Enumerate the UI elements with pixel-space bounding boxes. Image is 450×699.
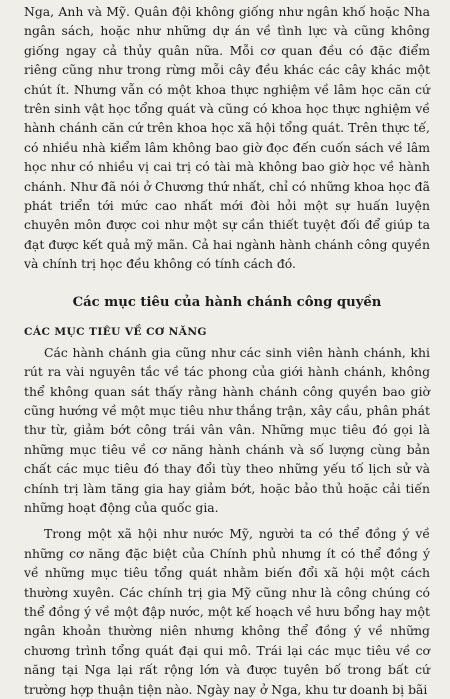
section-heading: Các mục tiêu của hành chánh công quyền bbox=[72, 294, 382, 310]
paragraph-gap bbox=[24, 517, 430, 524]
paragraph-3: Trong một xã hội như nước Mỹ, người ta có thể đồng ý về những cơ năng đặc biệt của Chính phủ nhưng ít có thể đồng ý về những mục tiêu tổng quát nhằm biến đổi xã hội một cách thường xuyên. Các chính trị gia Mỹ cũng như là công chúng có thể đồng ý về một đập nước, một kế hoạch về hưu bổng hay một ngân khoản thường niên nhưng không thể đồng ý về những chương trình tổng quát đại qui mô. Trái lại các mục tiêu về cơ năng tại Nga lại rất rộng lớn và được tuyên bố trong bất cứ trường hợp thuận tiện nào. Ngày nay ở Nga, khu tư doanh bị bãi bbox=[24, 526, 430, 697]
paragraph-1: Nga, Anh và Mỹ. Quân đội không giống như ngân khố hoặc Nha ngân sách, hoặc như những dự án về tình lực và cũng không giống ngay cả thủy quân nữa. Mỗi cơ quan đều có đặc điểm riêng cũng như trong rừng mỗi cây đều khác các cây khác một chút ít. Nhưng vẫn có một khoa thực nghiệm về lâm học căn cứ trên sinh vật học tổng quát và cũng có khoa học thực nghiệm về hành chánh căn cứ trên khoa học xã hội tổng quát. Trên thực tế, có nhiều nhà kiểm lâm không bao giờ đọc đến cuốn sách về lâm học như có nhiều vị cai trị có tài mà không bao giờ học về hành chánh. Như đã nói ở Chương thứ nhất, chỉ có những khoa học đã phát triển tới mức cao nhất mới đòi hỏi một sự huấn luyện chuyên môn được coi như một sự cần thiết tuyệt đối để giúp ta đạt được kết quả mỹ mãn. Cả hai ngành hành chánh công quyền và chính trị học đều không có tính cách đó. bbox=[24, 4, 430, 272]
paragraph-2: Các hành chánh gia cũng như các sinh viên hành chánh, khi rút ra vài nguyên tắc về tác phong của giới hành chánh, không thể không quan sát thấy rằng hành chánh công quyền bao giờ cũng hướng về một mục tiêu như thắng trận, xây cầu, phân phát thư từ, giảm bớt công trái vân vân. Những mục tiêu đó gọi là những mục tiêu về cơ năng hành chánh và số lượng cùng bản chất các mục tiêu đó thay đổi tùy theo những yếu tố lịch sử và chính trị làm tăng gia hay giảm bớt, hoặc bảo thủ hoặc cải tiến những hoạt động của quốc gia. bbox=[24, 344, 430, 515]
subheading: CÁC MỤC TIÊU VỀ CƠ NĂNG bbox=[24, 325, 207, 338]
